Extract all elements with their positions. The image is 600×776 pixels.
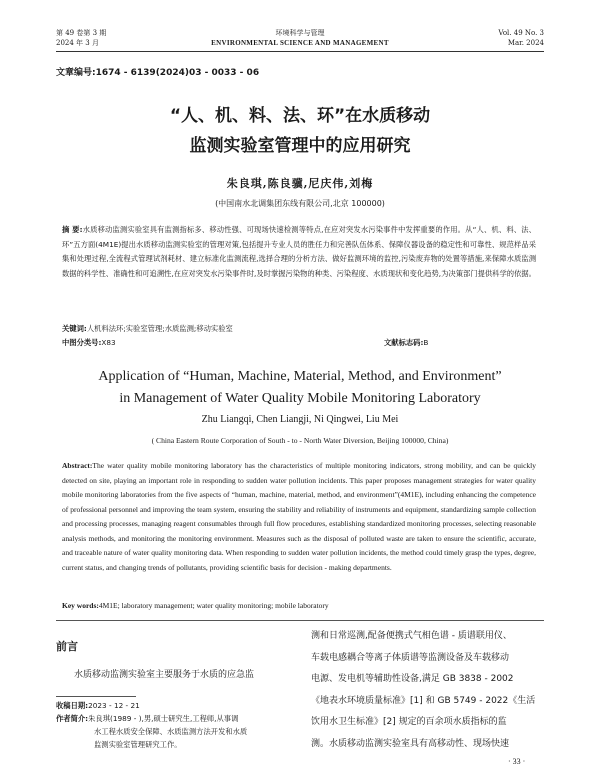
keywords-chinese: 关键词:人机料法环;实验室管理;水质监测;移动实验室: [62, 324, 233, 333]
affiliation-english: ( China Eastern Route Corporation of South - to - North Water Diversion, Beijing 100000, China): [151, 436, 449, 445]
abstract-english-text: The water quality mobile monitoring laboratory has the characteristics of multiple monitoring indicators, strong mobility, and can be quickly detected on site, playing an important role in responding to sudden water pollution incidents. This paper proposes management strategies for water quality mobile monitoring laboratories from the five aspects of “human, machine, material, method, and environment”(4M1E), including enhancing the competence of professional personnel and improving the team system, ensuring the stability and reliability of instruments and equipment, standardizing sample collection and processing processes, managing reagent consumables through full flow procedures, establishing standardized monitoring processes, selecting reasonable analysis methods, and monitoring the monitoring environment. Measures such as the disposal of polluted waste are taken to ensure the scientific, accurate, and traceable nature of water quality monitoring data. When responding to sudden water pollution incidents, the method could timely grasp the types, degree, current status, and changing trends of pollutants, providing scientific basis for decision - making departments.: [62, 461, 536, 572]
section-divider: [56, 620, 544, 621]
footnote: [56, 699, 286, 751]
footnote-divider: [56, 696, 136, 697]
authors-chinese: 朱良琪,陈良骥,尼庆伟,刘梅: [226, 177, 374, 190]
received-date: 收稿日期:2023 - 12 - 21: [56, 701, 140, 710]
keywords-english: Key words:4M1E; laboratory management; water quality monitoring; mobile laboratory: [62, 601, 329, 610]
header-divider: [56, 51, 544, 52]
abstract-chinese-text: 水质移动监测实验室具有监测指标多、移动性强、可现场快速检测等特点,在应对突发水污染事件中发挥重要的作用。从“人、机、料、法、环”五方面(4M1E)提出水质移动监测实验室的管理对策,包括提升专业人员的胜任力和完善队伍体系、保障仪器设备的稳定性和可靠性、规范样品采集和处理过程,全流程式管理试剂耗材、建立标准化监测流程,选择合理的分析方法、做好监测环境的监控,污染废弃物的处置等措施,来保障水质监测数据的科学性、准确性和可追溯性,在应对突发水污染事件时,及时掌握污染物的种类、污染程度、水质现状和变化趋势,为决策部门提供科学的依据。: [62, 225, 536, 278]
intro-paragraph: 水质移动监测实验室主要服务于水质的应急监: [74, 670, 255, 680]
title-english: Application of “Human, Machine, Material, Method, and Environment” in Management of Water Quality Mobile Monitoring Laboratory: [98, 369, 502, 406]
clc-label: 中图分类号:: [62, 338, 102, 347]
right-column: 测和日常巡测,配备便携式气相色谱 - 质谱联用仪、 车载电感耦合等离子体质谱等监测设备及车载移动 电源、发电机等辅助性设备,满足 GB 3838 - 2002 《地表水环境质量标准》[1] 和 GB 5749 - 2022《生活 饮用水卫生标准》[2] 规定的百余项水质指标的监 测。水质移动监测实验室具有高移动性、现场快速: [311, 631, 536, 749]
page-number: · 33 ·: [508, 757, 526, 766]
journal-volume-en: Vol. 49 No. 3 Mar. 2024: [498, 29, 544, 47]
journal-volume-issue: 第 49 卷第 3 期 2024 年 3 月: [56, 29, 107, 47]
journal-name: 环境科学与管理 ENVIRONMENTAL SCIENCE AND MANAGEMENT: [211, 29, 389, 47]
article-number: 文章编号:1674 - 6139(2024)03 - 0033 - 06: [56, 68, 260, 78]
abstract-chinese: [62, 223, 536, 281]
left-column: [56, 626, 286, 751]
classification-row: [62, 338, 536, 348]
document-code: 文献标志码:B: [384, 338, 429, 347]
title-chinese: “人、机、料、法、环”在水质移动 监测实验室管理中的应用研究: [169, 106, 431, 156]
authors-english: Zhu Liangqi, Chen Liangji, Ni Qingwei, Liu Mei: [201, 414, 399, 425]
affiliation-chinese: (中国南水北调集团东线有限公司,北京 100000): [215, 199, 385, 208]
author-bio: 作者简介:朱良琪(1989 - ),男,硕士研究生,工程师,从事调 水工程水质安全保障、水质监测方法开发和水质 监测实验室管理研究工作。: [56, 714, 248, 749]
abstract-chinese-label: 摘 要:: [62, 225, 83, 234]
abstract-english-label: Abstract:: [62, 461, 93, 470]
intro-heading: 前言: [56, 640, 78, 653]
running-header: [56, 28, 544, 52]
clc-value: X83: [101, 338, 116, 347]
abstract-english: [62, 459, 536, 575]
